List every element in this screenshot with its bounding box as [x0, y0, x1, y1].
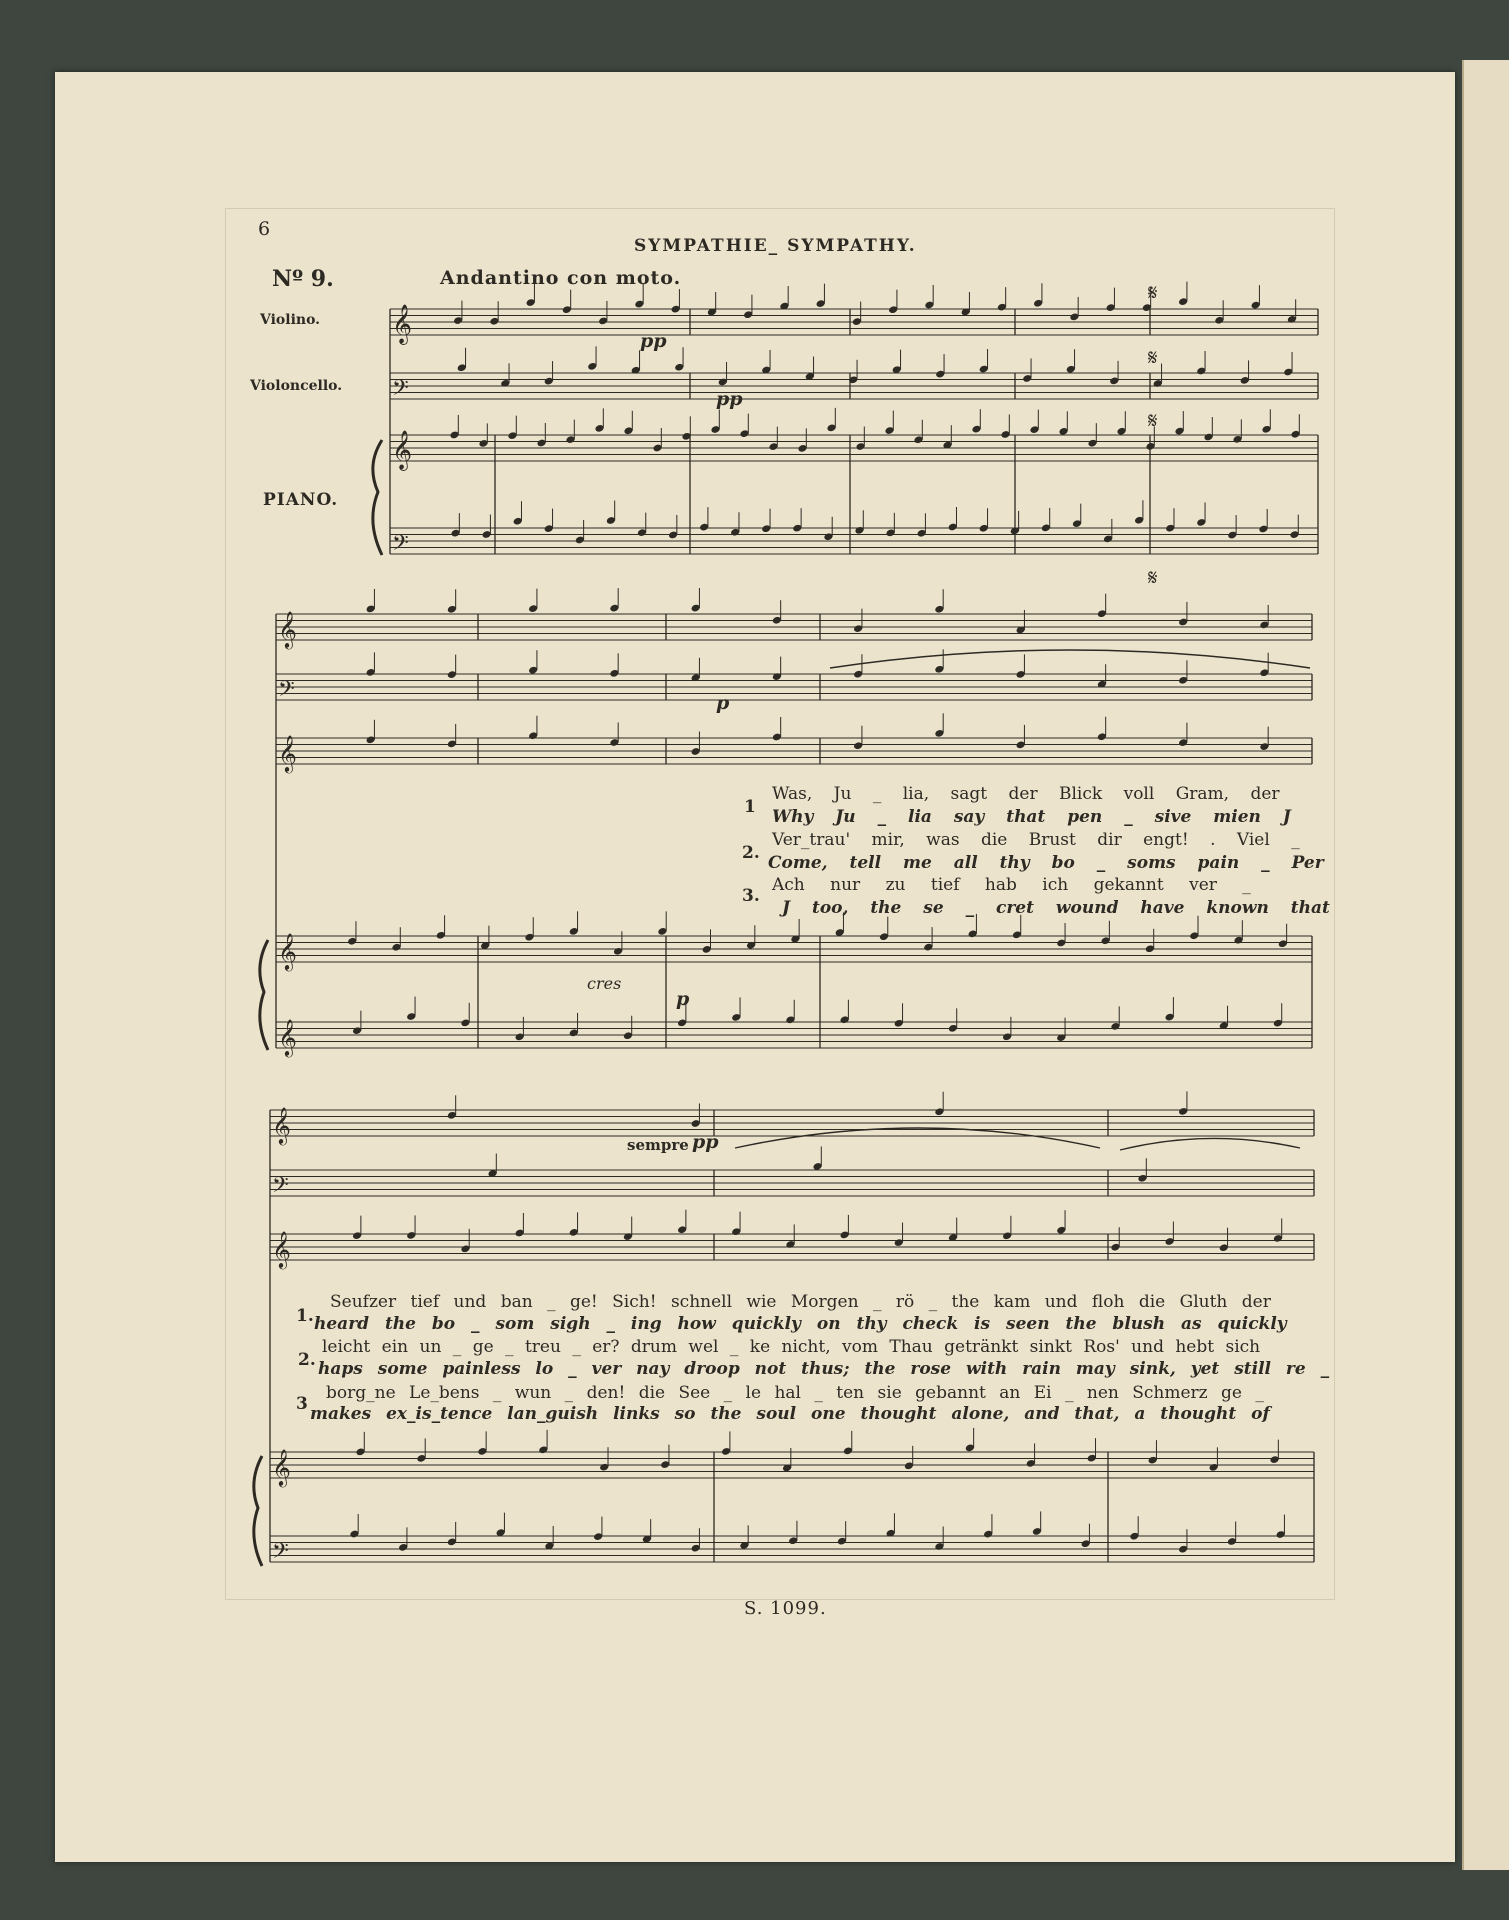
piece-number: Nº 9. [272, 266, 334, 292]
dynamic-pp-cello: pp [716, 388, 743, 410]
verse-3-number: 3. [742, 886, 760, 906]
segno-sign: 𝄋 [1148, 281, 1158, 306]
dynamic-p-cello: p [716, 692, 730, 714]
piano-label: PIANO. [263, 490, 339, 510]
verse-3-german-s3: borg_ne Le_bens _ wun _ den! die See _ le hal _ ten sie gebannt an Ei _ nen Schmerz ge _ [326, 1383, 1264, 1403]
song-title: SYMPATHIE_ SYMPATHY. [634, 236, 917, 256]
verse-1-number: 1 [744, 797, 756, 817]
violin-label: Violino. [260, 312, 321, 328]
dynamic-pp-sempre: pp [692, 1131, 719, 1153]
cello-staff-clef: 𝄢 [392, 376, 409, 406]
verse-2-german-s3: leicht ein un _ ge _ treu _ er? drum wel _ ke nicht, vom Thau getränkt sinkt Ros' und hebt sich [322, 1337, 1261, 1357]
violin-staff-s2-clef: 𝄞 [278, 610, 297, 648]
verse-3-number-s3: 3 [296, 1394, 308, 1414]
piano-treble-staff-s3-clef: 𝄞 [272, 1448, 291, 1486]
hairpin-curve [735, 1128, 1100, 1148]
violin-staff-s3-clef: 𝄞 [272, 1106, 291, 1144]
piano-treble-staff-clef: 𝄞 [392, 430, 413, 470]
cello-label: Violoncello. [250, 378, 343, 394]
verse-3-german: Ach nur zu tief hab ich gekannt ver _ [772, 875, 1251, 895]
verse-1-english: Why Ju _ lia say that pen _ sive mien J [772, 807, 1291, 827]
verse-1-english-s3: heard the bo _ som sigh _ ing how quickly on thy check is seen the blush as quickly [314, 1314, 1287, 1334]
verse-2-english-s3: haps some painless lo _ ver nay droop not thus; the rose with rain may sink, yet still re _ [318, 1359, 1330, 1379]
cello-staff-s2-clef: 𝄢 [278, 677, 295, 707]
plate-number: S. 1099. [744, 1598, 827, 1619]
verse-2-german: Ver_trau' mir, was die Brust dir engt! . Viel _ [772, 830, 1300, 850]
dynamic-pp-violin: pp [640, 330, 667, 352]
verse-3-english: J too, the se _ cret wound have known that [782, 898, 1330, 918]
piano-bass-staff-s3-clef: 𝄢 [272, 1539, 289, 1569]
voice-staff-s3-clef: 𝄞 [272, 1230, 291, 1268]
cello-staff-s3-clef: 𝄢 [272, 1173, 289, 1203]
page-number: 6 [258, 218, 271, 240]
verse-1-number-s3: 1. [296, 1306, 314, 1326]
piano-brace-s3 [254, 1456, 262, 1566]
tie-curve [830, 650, 1310, 668]
piano-treble-staff-s2-clef: 𝄞 [278, 932, 297, 970]
piano-brace-s2 [260, 940, 268, 1050]
violin-staff-clef: 𝄞 [392, 304, 413, 344]
verse-1-german-s3: Seufzer tief und ban _ ge! Sich! schnell wie Morgen _ rö _ the kam und floh die Gluth der [330, 1292, 1271, 1312]
segno-sign: 𝄋 [1148, 346, 1158, 371]
tempo-marking: Andantino con moto. [440, 267, 682, 289]
dynamic-cres: cres [587, 974, 622, 993]
dynamic-sempre: sempre [627, 1136, 689, 1154]
segno-sign: 𝄋 [1148, 566, 1158, 591]
piano-brace [373, 440, 382, 555]
segno-sign: 𝄋 [1148, 409, 1158, 434]
piano-bass-staff-clef: 𝄢 [392, 531, 409, 561]
verse-2-english: Come, tell me all thy bo _ soms pain _ Per [768, 853, 1324, 873]
hairpin-curve-2 [1120, 1138, 1300, 1150]
piano-bass-staff-s2-clef: 𝄞 [278, 1018, 297, 1056]
verse-1-german: Was, Ju _ lia, sagt der Blick voll Gram, der [772, 784, 1280, 804]
verse-2-number: 2. [742, 843, 760, 863]
voice-staff-s2-clef: 𝄞 [278, 734, 297, 772]
dynamic-p-piano: p [676, 988, 690, 1010]
verse-3-english-s3: makes ex_is_tence lan_guish links so the soul one thought alone, and that, a thought of [310, 1404, 1270, 1424]
verse-2-number-s3: 2. [298, 1350, 316, 1370]
